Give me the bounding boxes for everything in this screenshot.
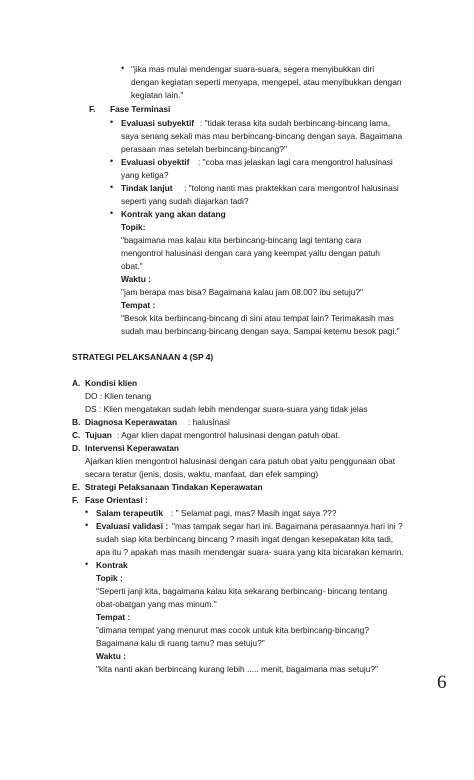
salam-label: Salam terapeutik [96,508,164,518]
topik-line-1: "bagaimana mas kalau kita berbincang-bincang lagi tentang cara [121,235,362,245]
validasi-line-3: apa itu ? apakah mas masih mendengar suara- suara yang kita bicarakan kemarin. [96,547,404,557]
eval-subj-line-3: perasaan mas setelah berbincang-bincang?" [121,144,287,154]
waktu2-text: "kita nanti akan berbincang kurang lebih ..... menit, bagaimana mas setuju?" [96,664,379,674]
section-d-line-2: secara teratur (jenis, dosis, waktu, manfaat, dan efek samping) [85,469,319,479]
section-f1-title: Fase Terminasi [110,104,171,114]
tindak-line-1: : "tolong nanti mas praktekkan cara mengontrol halusinasi [184,183,399,193]
bullet-dot-icon: • [110,117,114,127]
validasi-line-1: "mas tampak segar hari ini. Bagaimana perasaannya hari ini ? [172,521,403,531]
topik-line-3: obat." [121,261,143,271]
waktu-text: "jam berapa mas bisa? Bagaimana kalau jam 08.00? ibu setuju?" [121,287,363,297]
section-c-title: Tujuan [85,430,112,440]
waktu-label: Waktu : [121,274,151,284]
section-e-letter: E. [72,482,80,492]
section-b-letter: B. [72,417,81,427]
tempat-line-2: sudah mau berbincang-bincang dengan saya. Sampai ketemu besok pagi." [121,326,400,336]
bullet-dot-icon: • [85,520,89,530]
tindak-label: Tindak lanjut [121,183,173,193]
section-a-ds: DS : Klien mengatakan sudah lebih mendengar suara-suara yang tidak jelas [85,404,368,414]
topik2-line-1: "Seperti janji kita, bagaimana kalau kita sekarang berbincang- bincang tentang [96,586,388,596]
intro-line-3: kegiatan lain." [131,90,184,100]
kontrak-label: Kontrak yang akan datang [121,209,226,219]
tempat2-line-2: Bagaimana kalu di ruang tamu? mas setuju?" [96,638,265,648]
tempat2-line-1: "dimana tempat yang menurut mas cocok untuk kita berbincang-bincang? [96,625,369,635]
bullet-dot-icon: • [85,507,89,517]
tempat2-label: Tempat : [96,612,131,622]
eval-subj-line-2: saya senang sekali mas mau berbincang-bincang dengan saya. Bagaimana [121,131,403,141]
bullet-dot-icon: • [110,208,114,218]
eval-subj-line-1: : "tidak terasa kita sudah berbincang-bincang lama, [200,118,391,128]
eval-obj-line-1: : "coba mas jelaskan lagi cara mengontrol halusinasi [198,157,393,167]
bullet-dot-icon: • [121,63,125,73]
validasi-label: Evaluasi validasi : [96,521,169,531]
heading-sp4: STRATEGI PELAKSANAAN 4 (SP 4) [72,352,214,362]
topik-label: Topik: [121,222,146,232]
section-d-letter: D. [72,443,81,453]
section-c-letter: C. [72,430,81,440]
topik-line-2: mengontrol halusinasi dengan cara yang keempat yaitu dengan patuh [121,248,380,258]
validasi-line-2: sudah siap kita berbincang bincang ? masih ingat dengan kesepakatan kita tadi, [96,534,394,544]
section-a-title: Kondisi klien [85,378,138,388]
bullet-dot-icon: • [85,559,89,569]
section-f2-title: Fase Orientasi : [85,495,148,505]
section-f2-letter: F. [72,495,79,505]
section-a-do: DO : Klien tenang [85,391,152,401]
eval-subj-label: Evaluasi subyektif [121,118,195,128]
section-c-text: : Agar klien dapat mengontrol halusinasi dengan patuh obat. [117,430,341,440]
section-f1-letter: F. [89,104,96,114]
bullet-dot-icon: • [110,156,114,166]
page-number: 6 [437,672,447,693]
section-d-line-1: Ajarkan klien mengontrol halusinasi dengan cara patuh obat yaitu penggunaan obat [85,456,396,466]
section-e-title: Strategi Pelaksanaan Tindakan Keperawatan [85,482,263,492]
topik2-line-2: obat-obatgan yang mas minum." [96,599,217,609]
section-b-title: Diagnosa Keperawatan [85,417,178,427]
bullet-dot-icon: • [110,182,114,192]
intro-line-1: "jika mas mulai mendengar suara-suara, segera menyibukkan diri [131,64,375,74]
intro-line-2: dengan kegiatan seperti menyapa, mengepel, atau menyibukkan dengan [131,77,402,87]
topik2-label: Topik : [96,573,123,583]
section-d-title: Intervensi Keperawatan [85,443,180,453]
tempat-label: Tempat : [121,300,156,310]
eval-obj-line-2: yang ketiga? [121,170,169,180]
section-b-text: : halusinasi [188,417,230,427]
kontrak2-label: Kontrak [96,560,128,570]
eval-obj-label: Evaluasi obyektif [121,157,190,167]
salam-text: : " Selamat pagi, mas? Masih ingat saya ??? [171,508,337,518]
tindak-line-2: seperti yang sudah diajarkan tadi? [121,196,249,206]
waktu2-label: Waktu : [96,651,126,661]
section-a-letter: A. [72,378,81,388]
tempat-line-1: "Besok kita berbincang-bincang di sini atau tempat lain? Terimakasih mas [121,313,394,323]
